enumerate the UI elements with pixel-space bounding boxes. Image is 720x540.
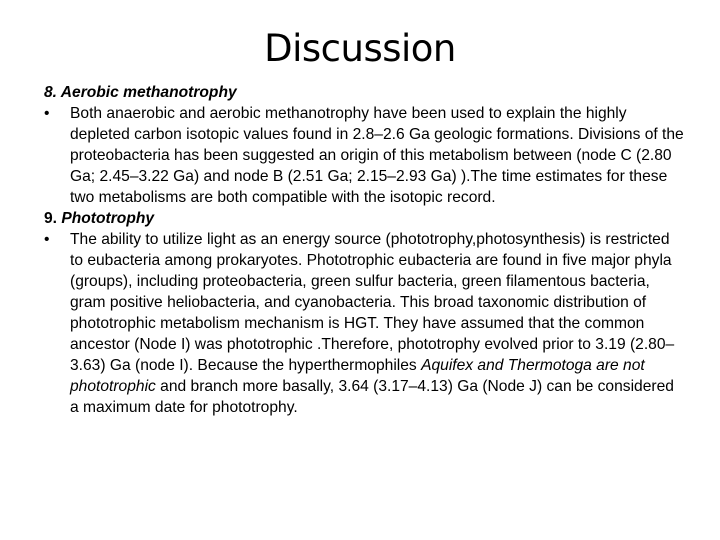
section-title: Phototrophy (61, 210, 155, 227)
bullet-text (70, 229, 684, 418)
section-number: 9. (44, 210, 58, 227)
bullet-text-italic: Aquifex and Thermotoga are not phototrophic (70, 357, 645, 395)
bullet-glyph: • (44, 231, 50, 248)
section-heading-phototrophy (44, 208, 684, 229)
bullet-text: Both anaerobic and aerobic methanotrophy have been used to explain the highly depleted carbon isotopic values found in 2.8–2.6 Ga geologic formations. Divisions of the proteobacteria has been suggested an origin of this metabolism between (node C (2.80 Ga; 2.45–3.22 Ga) and node B (2.51 Ga; 2.15–2.93 Ga) ).The time estimates for these two metabolisms are both compatible with the isotopic record. (70, 105, 684, 206)
bullet-text-part1: The ability to utilize light as an energy source (phototrophy,photosynthesis) is restricted to eubacteria among prokaryotes. Phototrophic eubacteria are found in five major phyla (groups), including proteobacteria, green sulfur bacteria, green filamentous bacteria, gram positive heliobacteria, and cyanobacteria. This broad taxonomic distribution of phototrophic metabolism mechanism is HGT. They have assumed that the common ancestor (Node I) was phototrophic .Therefore, phototrophy evolved prior to 3.19 (2.80– 3.63) Ga (node I). Because the hyperthermophiles (70, 231, 675, 374)
bullet-text-part2: and branch more basally, 3.64 (3.17–4.13) Ga (Node J) can be considered a maximum date for phototrophy. (70, 378, 674, 416)
section-heading-aerobic-methanotrophy: 8. Aerobic methanotrophy (44, 84, 237, 101)
bullet-item (44, 229, 684, 418)
slide-body (44, 82, 684, 418)
slide-title: Discussion (264, 27, 456, 70)
bullet-item (44, 103, 684, 208)
bullet-glyph: • (44, 105, 50, 122)
